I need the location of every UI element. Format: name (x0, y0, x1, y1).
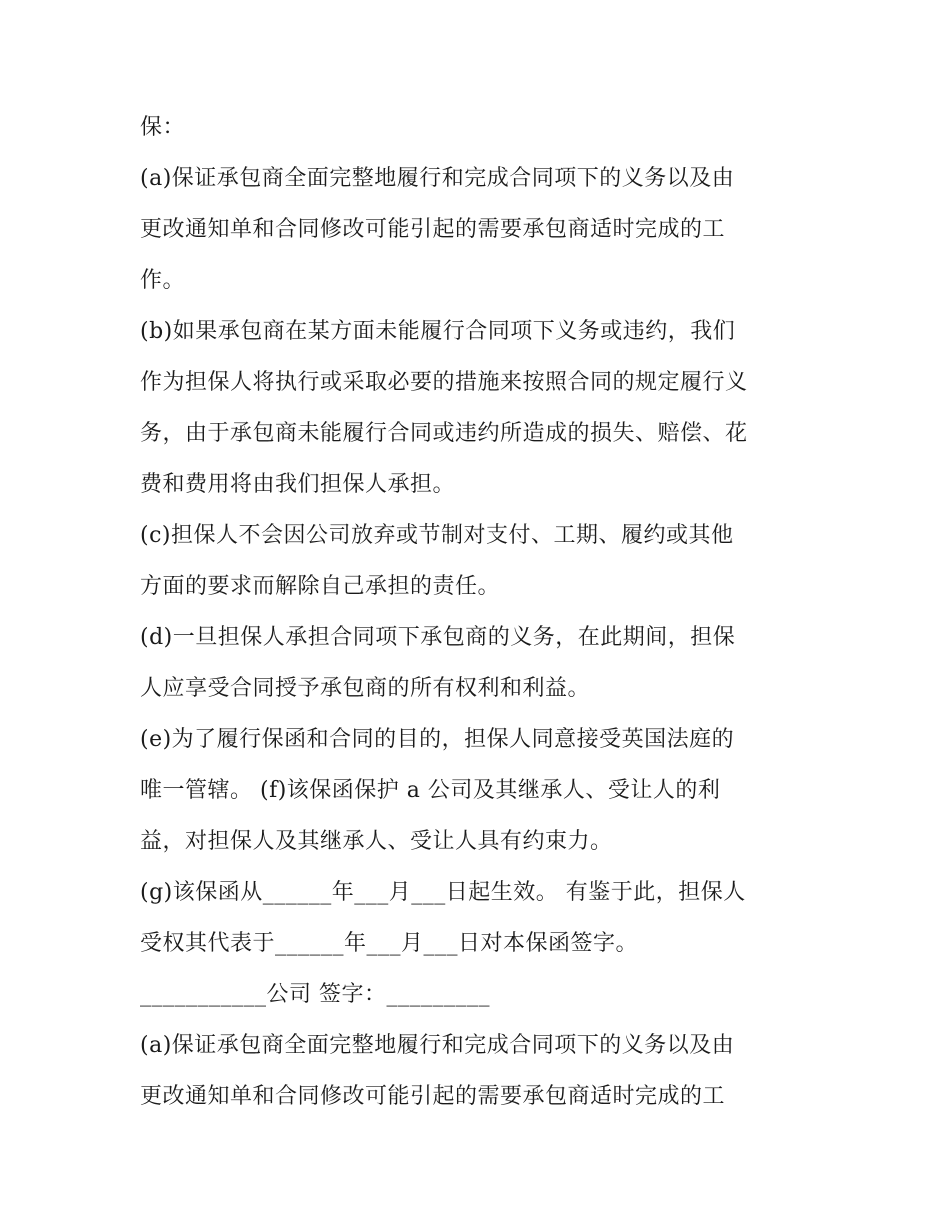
signature-line: ___________公司 签字：_________ (140, 982, 490, 1007)
text-line: 更改通知单和合同修改可能引起的需要承包商适时完成的工 (140, 1084, 726, 1109)
text-line: (a)保证承包商全面完整地履行和完成合同项下的义务以及由 (140, 1033, 735, 1058)
text-line: 费和费用将由我们担保人承担。 (140, 472, 456, 497)
text-line: 受权其代表于______年___月___日对本保函签字。 (140, 931, 639, 956)
document-body (140, 102, 830, 1122)
text-line: 更改通知单和合同修改可能引起的需要承包商适时完成的工 (140, 217, 726, 242)
text-line: 保： (140, 115, 186, 140)
text-line: 唯一管辖。 (f)该保函保护 a 公司及其继承人、受让人的利 (140, 778, 721, 803)
text-line: 作为担保人将执行或采取必要的措施来按照合同的规定履行义 (140, 370, 748, 395)
text-line: 务，由于承包商未能履行合同或违约所造成的损失、赔偿、花 (140, 421, 748, 446)
text-line: 作。 (140, 268, 186, 293)
text-line: (d)一旦担保人承担合同项下承包商的义务，在此期间，担保 (140, 625, 736, 650)
text-line: (g)该保函从______年___月___日起生效。 有鉴于此，担保人 (140, 880, 746, 905)
text-line: 方面的要求而解除自己承担的责任。 (140, 574, 501, 599)
text-line: (a)保证承包商全面完整地履行和完成合同项下的义务以及由 (140, 166, 735, 191)
text-line: (c)担保人不会因公司放弃或节制对支付、工期、履约或其他 (140, 523, 734, 548)
text-line: 人应享受合同授予承包商的所有权利和利益。 (140, 676, 591, 701)
text-line: (e)为了履行保函和合同的目的，担保人同意接受英国法庭的 (140, 727, 735, 752)
text-line: 益，对担保人及其继承人、受让人具有约束力。 (140, 829, 613, 854)
text-line: (b)如果承包商在某方面未能履行合同项下义务或违约，我们 (140, 319, 736, 344)
